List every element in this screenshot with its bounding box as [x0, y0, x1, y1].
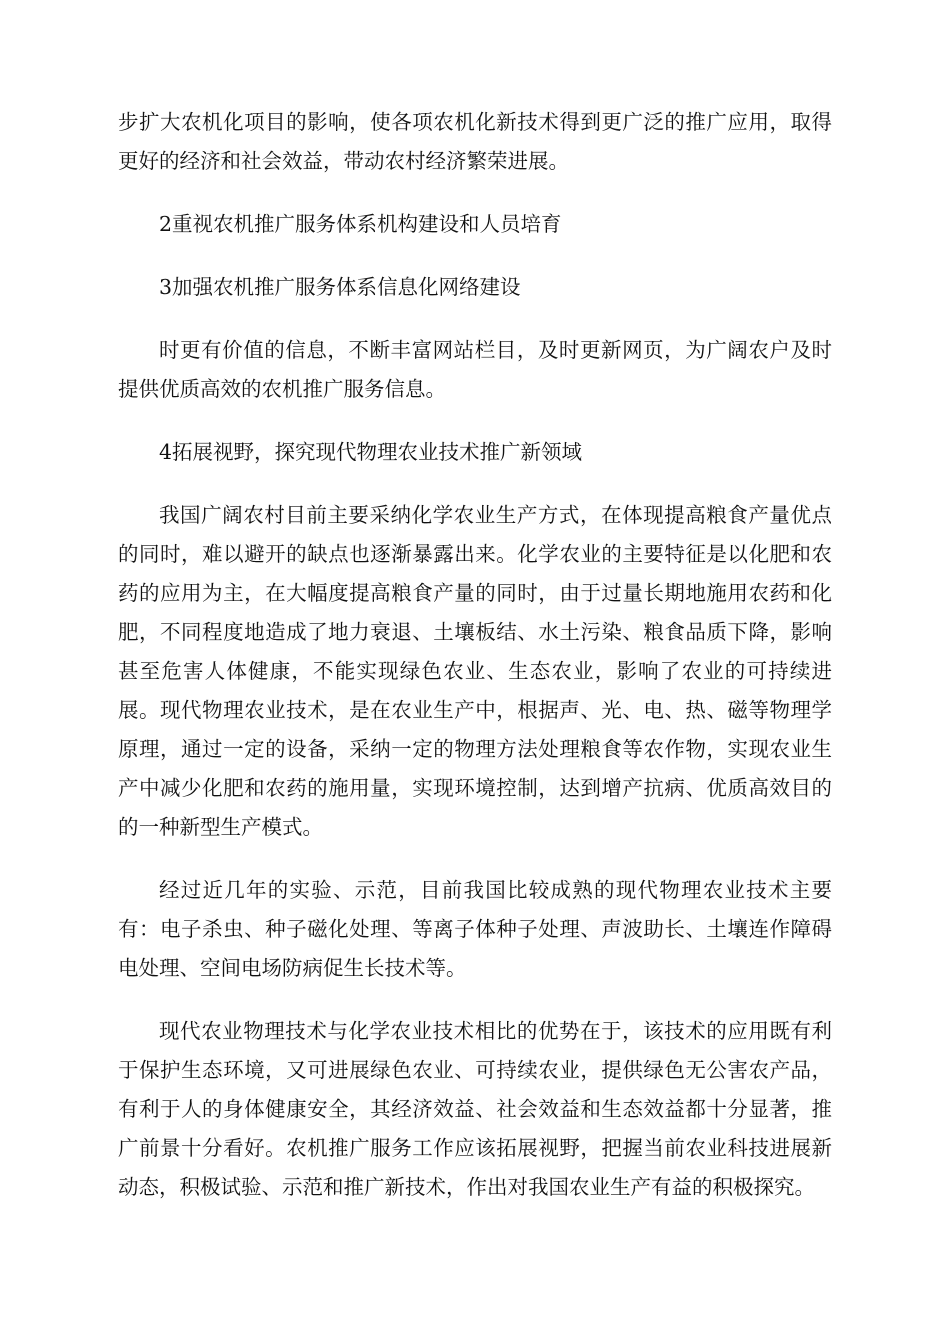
- paragraph-advantages: 现代农业物理技术与化学农业技术相比的优势在于，该技术的应用既有利于保护生态环境，又可进展绿色农业、可持续农业，提供绿色无公害农产品，有利于人的身体健康安全，其经济效益、社会效益和生态效益都十分显著，推广前景十分看好。农机推广服务工作应该拓展视野，把握当前农业科技进展新动态，积极试验、示范和推广新技术，作出对我国农业生产有益的积极探究。: [118, 1019, 832, 1199]
- paragraph-physical-technologies: 经过近几年的实验、示范，目前我国比较成熟的现代物理农业技术主要有：电子杀虫、种子磁化处理、等离子体种子处理、声波助长、土壤连作障碍电处理、空间电场防病促生长技术等。: [118, 878, 832, 980]
- paragraph-continuation: 步扩大农机化项目的影响，使各项农机化新技术得到更广泛的推广应用，取得更好的经济和社会效益，带动农村经济繁荣进展。: [118, 110, 832, 173]
- section-heading-4: 4拓展视野，探究现代物理农业技术推广新领域: [159, 440, 583, 464]
- section-heading-3: 3加强农机推广服务体系信息化网络建设: [159, 275, 521, 299]
- section-heading-2: 2重视农机推广服务体系机构建设和人员培育: [159, 212, 562, 236]
- paragraph-chemical-agriculture: 我国广阔农村目前主要采纳化学农业生产方式，在体现提高粮食产量优点的同时，难以避开的缺点也逐渐暴露出来。化学农业的主要特征是以化肥和农药的应用为主，在大幅度提高粮食产量的同时，由于过量长期地施用农药和化肥，不同程度地造成了地力衰退、土壤板结、水土污染、粮食品质下降，影响甚至危害人体健康，不能实现绿色农业、生态农业，影响了农业的可持续进展。现代物理农业技术，是在农业生产中，根据声、光、电、热、磁等物理学原理，通过一定的设备，采纳一定的物理方法处理粮食等农作物，实现农业生产中减少化肥和农药的施用量，实现环境控制，达到增产抗病、优质高效目的的一种新型生产模式。: [118, 503, 832, 839]
- paragraph-website-info: 时更有价值的信息，不断丰富网站栏目，及时更新网页，为广阔农户及时提供优质高效的农机推广服务信息。: [118, 338, 832, 401]
- document-body: [118, 103, 832, 1231]
